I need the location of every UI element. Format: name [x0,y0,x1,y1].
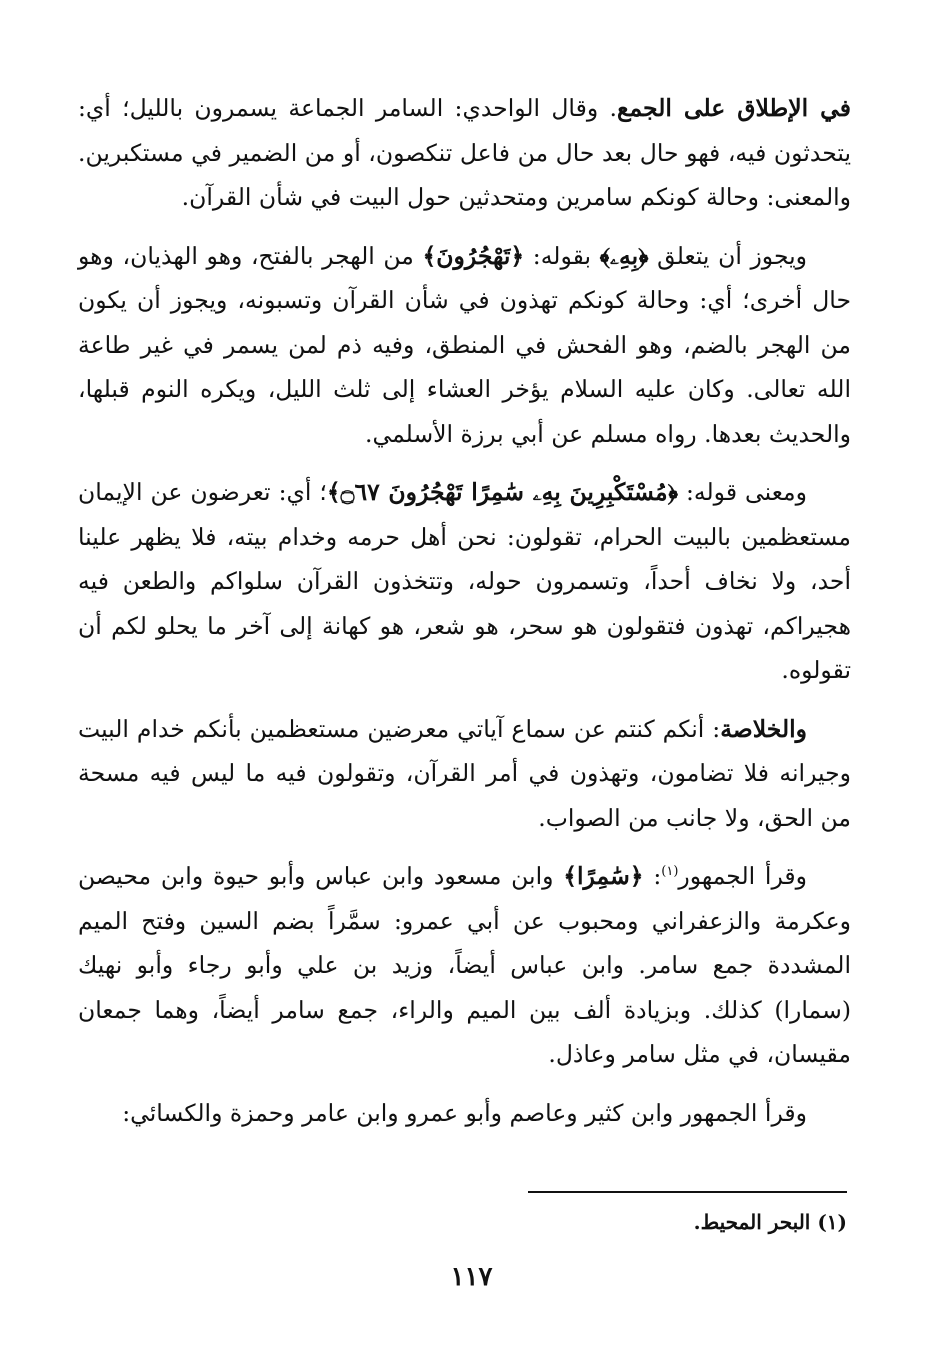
main-text [78,86,851,1135]
quran-quote: ﴿مُسْتَكْبِرِينَ بِهِۦ سَٰمِرًا تَهْجُرُونَ ۝٦٧﴾ [326,478,678,506]
paragraph-text: ؛ أي: تعرضون عن الإيمان مستعظمين بالبيت الحرام، تقولون: نحن أهل حرمه وخدام بيته، فلا يظهر علينا أحد، ولا نخاف أحداً، وتسمرون حوله، وتتخذون القرآن سلواكم والطعن فيه هجيراكم، تهذون فتقولون هو سحر، هو شعر، هو كهانة إلى آخر ما يحلو لكم أن تقولوه. [78,478,851,684]
footnote-separator [528,1191,847,1193]
quran-quote: ﴿بِهِۦ﴾ [599,241,649,270]
paragraph-text: من الهجر بالفتح، وهو الهذيان، وهو حال أخرى؛ أي: وحالة كونكم تهذون في شأن القرآن وتسبونه، ويجوز أن يكون من الهجر بالضم، وهو الفحش في المنطق، وفيه ذم لمن يسمر في غير طاعة الله تعالى. وكان عليه السلام يؤخر العشاء إلى ثلث الليل، ويكره النوم قبلها، والحديث بعدها. رواه مسلم عن أبي برزة الأسلمي. [78,241,851,448]
paragraph-lead: في الإطلاق على الجمع [616,94,851,122]
quran-quote: ﴿تَهْجُرُونَ﴾ [422,241,525,270]
paragraph-5 [78,854,851,1077]
paragraph-2 [78,234,851,457]
paragraph-text: وابن مسعود وابن عباس وأبو حيوة وابن محيصن وعكرمة والزعفراني ومحبوب عن أبي عمرو: سمَّراً بضم السين وفتح الميم المشددة جمع سامر. وابن عباس أيضاً، وزيد بن علي وأبو رجاء وأبو نهيك (سمارا) كذلك. وبزيادة ألف بين الميم والراء، جمع سامر أيضاً، وهما جمعان مقيسان، في مثل سامر وعاذل. [78,862,851,1068]
paragraph-text: ويجوز أن يتعلق [648,241,808,270]
paragraph-text: : [643,862,662,890]
page-number: ١١٧ [450,1262,493,1292]
paragraph-6 [78,1091,851,1136]
paragraph-text: . وقال الواحدي: السامر الجماعة يسمرون بالليل؛ أي: يتحدثون فيه، فهو حال بعد حال من فاعل تنكصون، أو من الضمير في مستكبرين. والمعنى: وحالة كونكم سامرين ومتحدثين حول البيت في شأن القرآن. [78,94,851,211]
paragraph-1 [78,86,851,220]
paragraph-text: ومعنى قوله: [678,478,807,506]
footnote-marker[interactable]: (١) [661,864,679,880]
paragraph-text: وقرأ الجمهور وابن كثير وعاصم وأبو عمرو وابن عامر وحمزة والكسائي: [122,1098,807,1127]
paragraph-text: : أنكم كنتم عن سماع آياتي معرضين مستعظمين بأنكم خدام البيت وجيرانه فلا تضامون، وتهذون في أمر القرآن، وتقولون فيه ما ليس فيه مسحة من الحق، ولا جانب من الصواب. [78,714,851,832]
paragraph-4 [78,707,851,841]
paragraph-text: بقوله: [524,241,600,270]
paragraph-text: وقرأ الجمهور [678,862,807,890]
paragraph-3 [78,470,851,693]
quran-quote: ﴿سَٰمِرًا﴾ [563,862,644,890]
paragraph-lead: والخلاصة [720,714,807,743]
footnote: (١) البحر المحيط. [693,1210,847,1234]
